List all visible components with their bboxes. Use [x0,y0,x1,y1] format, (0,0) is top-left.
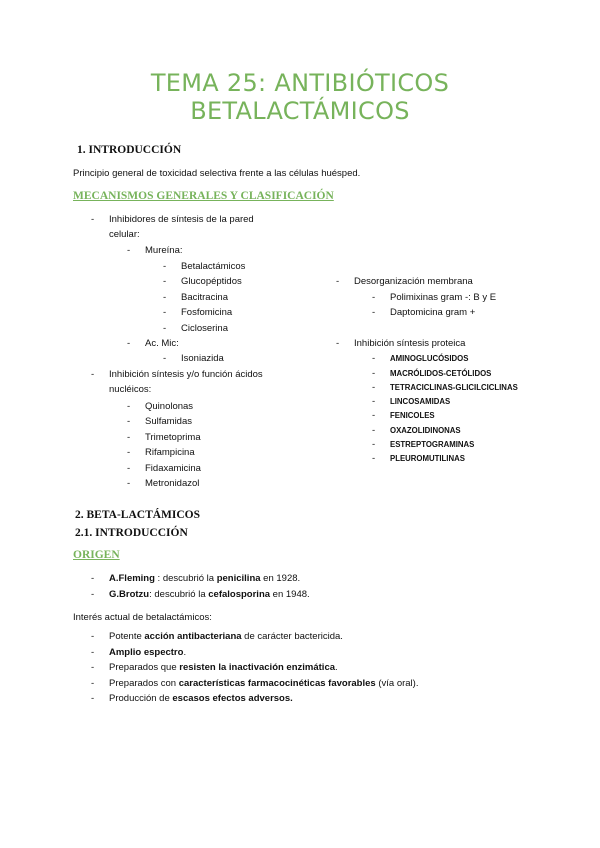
list-item: - Preparados con características farmacocinéticas favorables (vía oral). [91,678,419,689]
list-item-proteica: - Inhibición síntesis proteica [336,338,466,349]
list-item-brotzu: - G.Brotzu: descubrió la cefalosporina en 1948. [91,589,310,600]
list-item-nucleicos-cont: nucléicos: [109,384,152,395]
list-item-membrana: - Desorganización membrana [336,276,473,287]
page-title-line1: TEMA 25: ANTIBIÓTICOS [150,69,450,97]
list-item-mureina: - Mureína: [127,245,183,256]
list-item: - Preparados que resisten la inactivación enzimática. [91,662,338,673]
list-item: - Glucopéptidos [163,276,242,287]
list-item: - AMINOGLUCÓSIDOS [372,353,469,364]
list-item: - Bacitracina [163,292,228,303]
list-item: - TETRACICLINAS-GLICILCICLINAS [372,382,518,393]
list-item: - ESTREPTOGRAMINAS [372,439,475,450]
subheading-origen: ORIGEN [73,549,120,561]
list-item: - Betalactámicos [163,261,246,272]
list-item: - Amplio espectro. [91,647,187,658]
intro-paragraph: Principio general de toxicidad selectiva frente a las células huésped. [73,168,361,179]
list-item-acmic: - Ac. Mic: [127,338,179,349]
list-item: - Trimetoprima [127,432,201,443]
subsection-heading-introduccion: 2.1. INTRODUCCIÓN [75,527,188,539]
interes-paragraph: Interés actual de betalactámicos: [73,612,212,623]
list-item: - OXAZOLIDINONAS [372,425,461,436]
list-item-pared-cont: celular: [109,229,140,240]
list-item: - Cicloserina [163,323,228,334]
list-item-nucleicos: - Inhibición síntesis y/o función ácidos [91,369,263,380]
page-title-line2: BETALACTÁMICOS [190,97,410,125]
list-item: - Polimixinas gram -: B y E [372,292,497,303]
list-item: - Rifampicina [127,447,195,458]
list-item: - MACRÓLIDOS-CETÓLIDOS [372,368,492,379]
list-item-fleming: - A.Fleming : descubrió la penicilina en 1928. [91,573,301,584]
section-heading-betalactamicos: 2. BETA-LACTÁMICOS [75,509,201,521]
list-item: - Producción de escasos efectos adversos. [91,693,293,704]
list-item: - Fosfomicina [163,307,233,318]
list-item: - FENICOLES [372,410,435,421]
section-heading-introduccion: 1. INTRODUCCIÓN [77,144,182,156]
list-item: - Daptomicina gram + [372,307,476,318]
list-item: - Quinolonas [127,401,194,412]
list-item: - Isoniazida [163,353,224,364]
list-item: - PLEUROMUTILINAS [372,453,465,464]
list-item-pared: - Inhibidores de síntesis de la pared [91,214,254,225]
list-item: - Sulfamidas [127,416,192,427]
list-item: - Fidaxamicina [127,463,201,474]
list-item: - Potente acción antibacteriana de carácter bactericida. [91,631,343,642]
list-item: - Metronidazol [127,478,200,489]
list-item: - LINCOSAMIDAS [372,396,451,407]
subheading-mecanismos: MECANISMOS GENERALES Y CLASIFICACIÓN [73,190,334,202]
